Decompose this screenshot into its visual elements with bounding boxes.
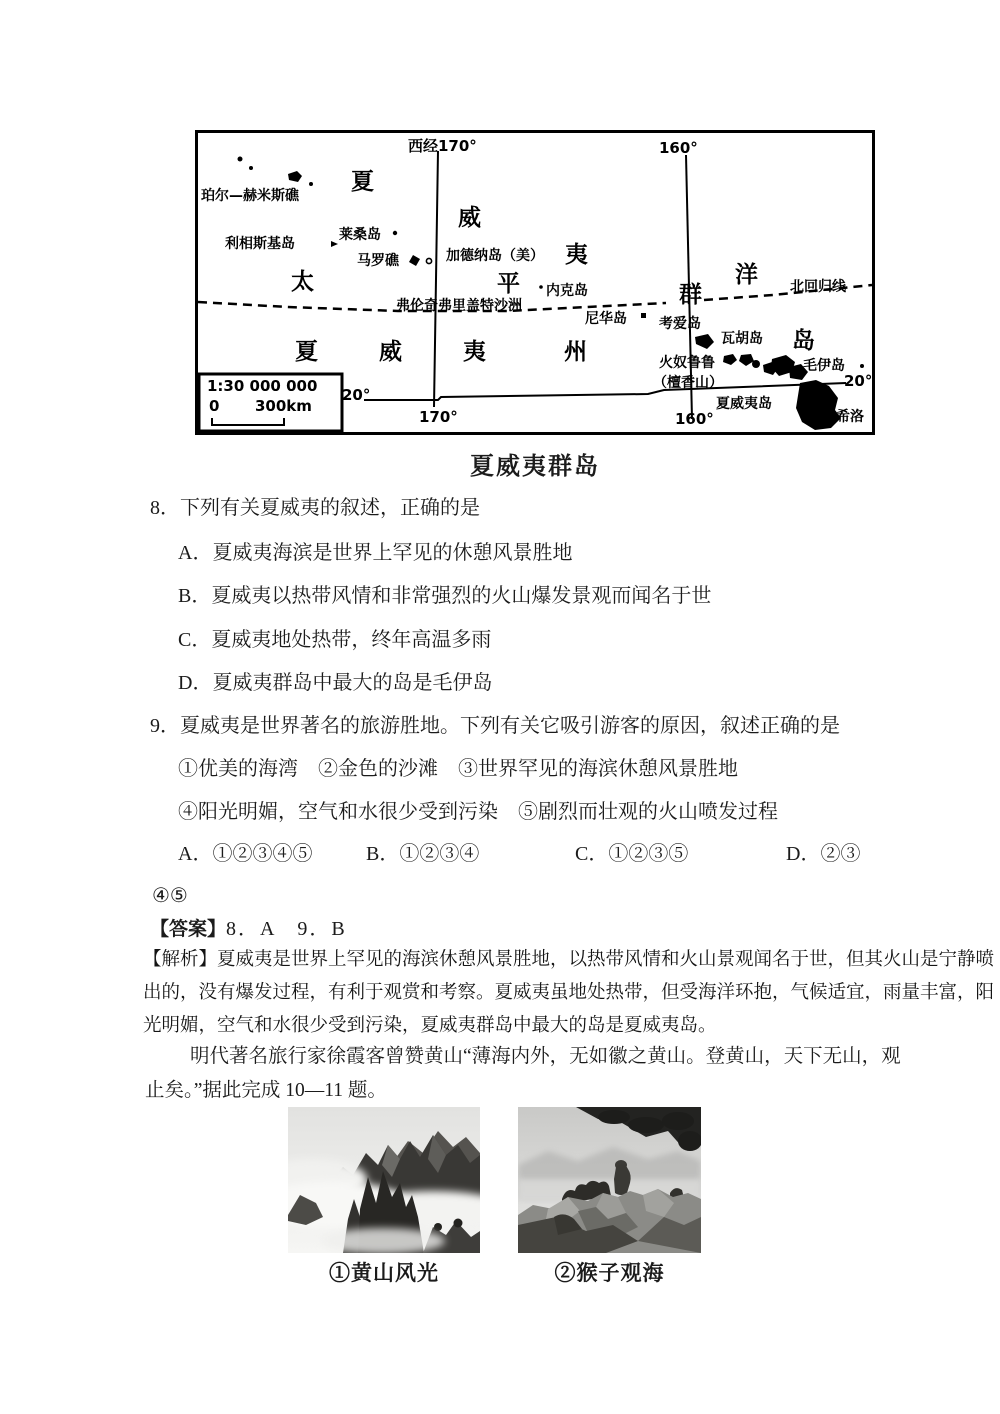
map-label-gardner: 加德纳岛（美） xyxy=(446,248,544,264)
map-label-top-160: 160° xyxy=(659,139,698,157)
q9-stem: 9．夏威夷是世界著名的旅游胜地。下列有关它吸引游客的原因，叙述正确的是 xyxy=(150,715,840,737)
q9-items-line1: ①优美的海湾 ②金色的沙滩 ③世界罕见的海滨休憩风景胜地 xyxy=(178,758,738,780)
map-ocean-char-1: 太 xyxy=(291,269,314,295)
map-state-char-3: 夷 xyxy=(463,339,486,365)
map-label-nihoa: 尼华岛 xyxy=(585,311,627,327)
map-arch-char-4: 群 xyxy=(679,282,702,308)
map-label-maui: 毛伊岛 xyxy=(803,358,845,374)
q9-items-line2: ④阳光明媚，空气和水很少受到污染 ⑤剧烈而壮观的火山喷发过程 xyxy=(178,801,778,823)
answer-label: 【答案】 xyxy=(150,918,227,940)
map-arch-char-2: 威 xyxy=(458,205,481,231)
map-label-bottom-160: 160° xyxy=(675,410,714,428)
map-scale-zero: 0 xyxy=(209,397,220,415)
map-ocean-char-2: 平 xyxy=(497,271,520,297)
q8-stem: 8．下列有关夏威夷的叙述，正确的是 xyxy=(150,497,480,519)
map-label-lat20-left: 20° xyxy=(342,386,371,404)
answer-line xyxy=(150,917,347,942)
map-arch-char-3: 夷 xyxy=(565,242,588,268)
map-state-char-2: 威 xyxy=(379,339,402,365)
map-arch-char-5: 岛 xyxy=(792,328,815,354)
map-label-hilo: 希洛 xyxy=(836,409,864,425)
passage-line1: 明代著名旅行家徐霞客曾赞黄山“薄海内外，无如徽之黄山。登黄山，天下无山，观 xyxy=(190,1046,901,1067)
map-state-char-1: 夏 xyxy=(295,339,318,365)
map-label-bottom-170: 170° xyxy=(419,408,458,426)
q9-option-b: B．①②③④ xyxy=(366,843,480,865)
map-label-french-frigate: 弗伦奇弗里盖特沙洲 xyxy=(396,298,522,314)
analysis-line1: 【解析】夏威夷是世界上罕见的海滨休憩风景胜地，以热带风情和火山景观闻名于世，但其火山是宁静喷 xyxy=(143,949,995,970)
q9-option-d-overflow: ④⑤ xyxy=(152,885,188,907)
monkey-watching-sea-photo xyxy=(518,1107,701,1253)
q8-option-b: B．夏威夷以热带风情和非常强烈的火山爆发景观而闻名于世 xyxy=(178,585,712,607)
hawaii-map xyxy=(195,130,875,435)
photo-caption-1: ①黄山风光 xyxy=(329,1261,439,1285)
map-scale-dist: 300km xyxy=(255,397,312,415)
map-label-oahu: 瓦胡岛 xyxy=(721,331,763,347)
map-caption: 夏威夷群岛 xyxy=(470,452,600,480)
passage-line2: 止矣。”据此完成 10—11 题。 xyxy=(145,1080,387,1101)
map-label-lisianski: 利相斯基岛 xyxy=(225,236,295,252)
map-label-west-meridian: 西经170° xyxy=(408,137,477,155)
map-arch-char-1: 夏 xyxy=(351,169,374,195)
photo-caption-2: ②猴子观海 xyxy=(554,1261,665,1285)
q9-option-d: D．②③ xyxy=(786,843,861,865)
answer-text: 8．A 9．B xyxy=(226,918,347,940)
map-label-lat20-right: 20° xyxy=(844,372,873,390)
map-label-honolulu: 火奴鲁鲁 xyxy=(659,355,715,371)
map-scale-ratio: 1:30 000 000 xyxy=(207,377,318,395)
map-label-necker: 内克岛 xyxy=(546,283,588,299)
q9-option-a: A．①②③④⑤ xyxy=(178,843,313,865)
analysis-line3: 光明媚，空气和水很少受到污染，夏威夷群岛中最大的岛是夏威夷岛。 xyxy=(143,1015,717,1036)
map-label-honolulu-alt: （檀香山） xyxy=(653,375,723,391)
analysis-line2: 出的，没有爆发过程，有利于观赏和考察。夏威夷虽地处热带，但受海洋环抱，气候适宜，雨量丰富，阳 xyxy=(143,982,995,1003)
map-label-kauai: 考爱岛 xyxy=(659,316,701,332)
huangshan-scenery-photo xyxy=(288,1107,480,1253)
map-label-laysan: 莱桑岛 xyxy=(339,227,381,243)
q8-option-c: C．夏威夷地处热带，终年高温多雨 xyxy=(178,629,492,651)
map-label-pearl-hermes: 珀尔—赫米斯礁 xyxy=(201,188,299,204)
map-label-tropic: 北回归线 xyxy=(790,279,846,295)
map-ocean-char-3: 洋 xyxy=(735,262,758,288)
map-label-maro: 马罗礁 xyxy=(357,253,399,269)
q8-option-d: D．夏威夷群岛中最大的岛是毛伊岛 xyxy=(178,672,493,694)
map-label-hawaii-island: 夏威夷岛 xyxy=(716,396,772,412)
map-state-char-4: 州 xyxy=(564,339,587,365)
q8-option-a: A．夏威夷海滨是世界上罕见的休憩风景胜地 xyxy=(178,542,573,564)
q9-option-c: C．①②③⑤ xyxy=(575,843,689,865)
